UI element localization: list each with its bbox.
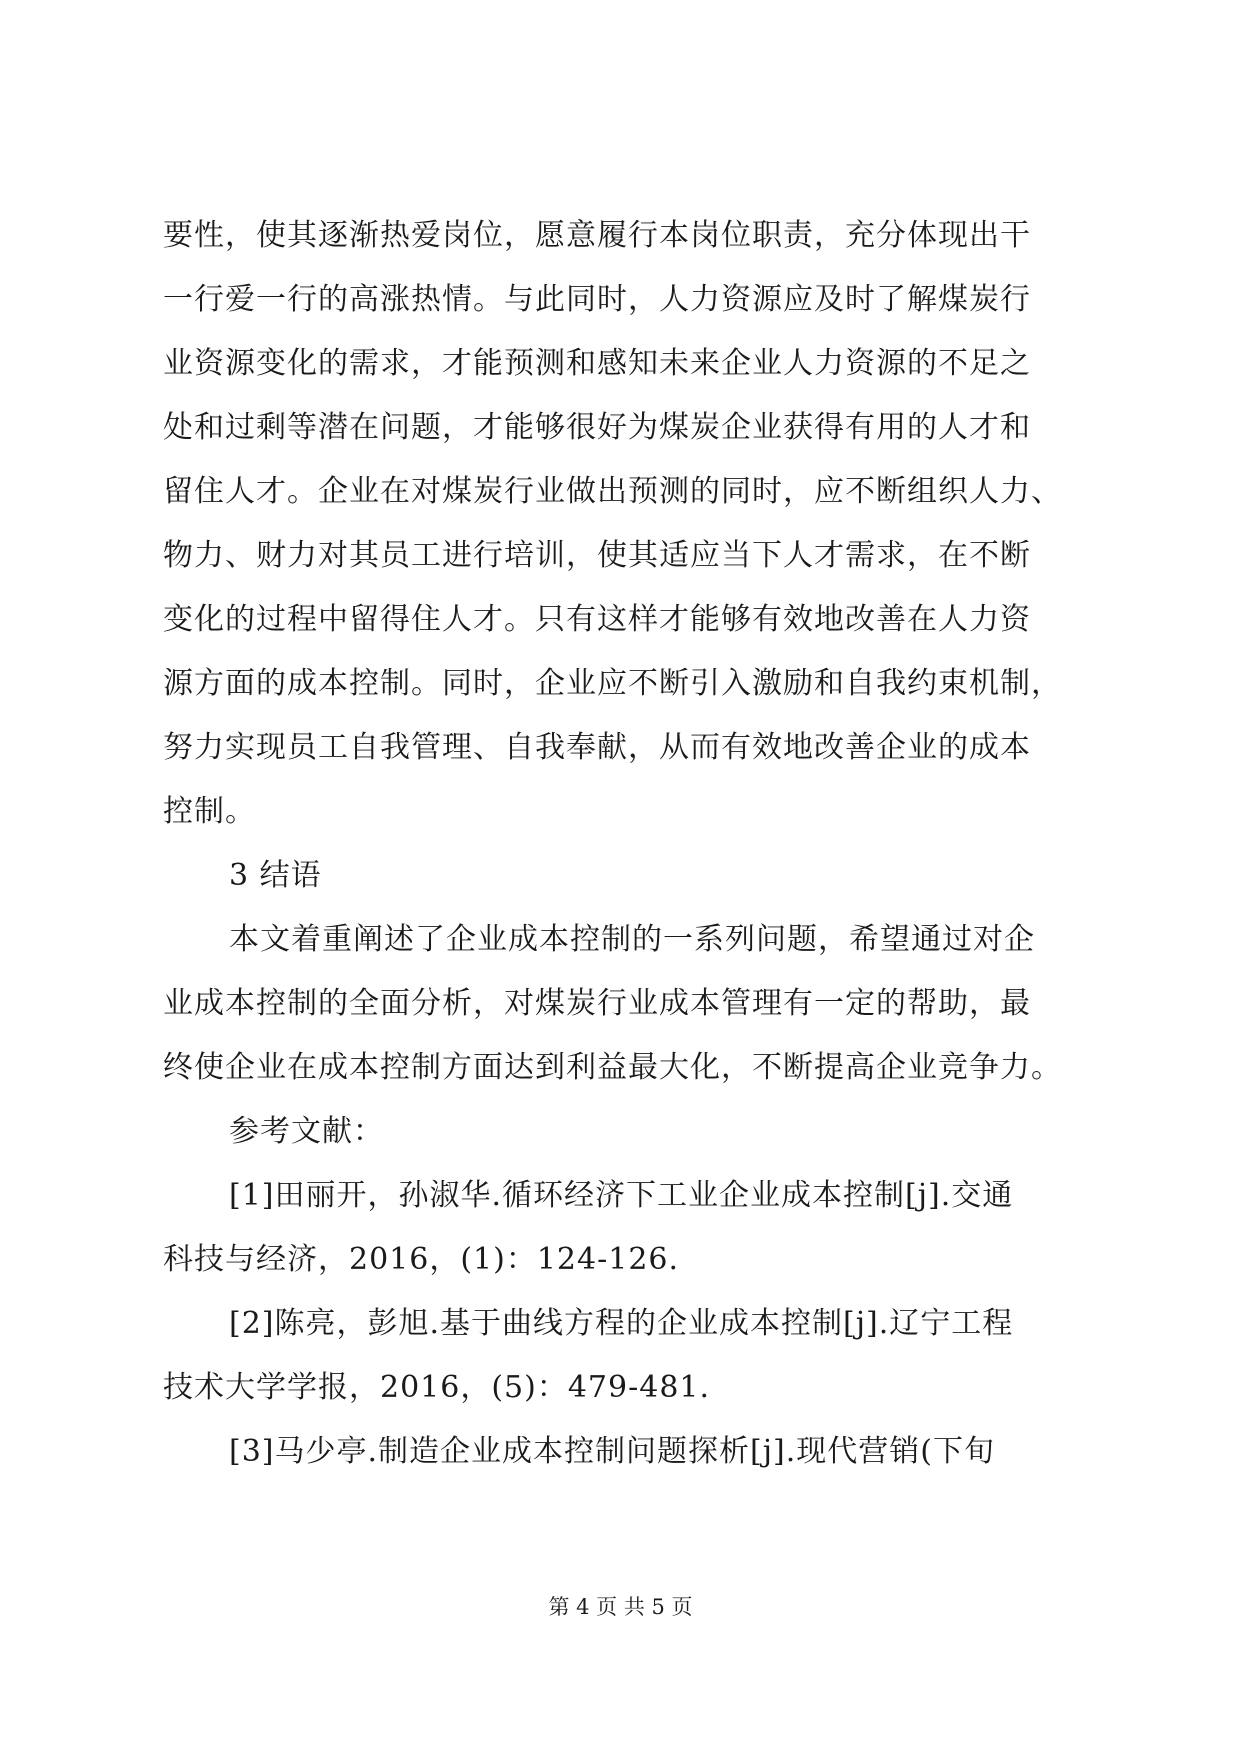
paragraph-line: 处和过剩等潜在问题，才能够很好为煤炭企业获得有用的人才和 xyxy=(163,410,1031,445)
conclusion-line: 终使企业在成本控制方面达到利益最大化，不断提高企业竞争力。 xyxy=(163,1050,1062,1085)
paragraph-line: 源方面的成本控制。同时，企业应不断引入激励和自我约束机制， xyxy=(163,666,1062,701)
paragraph-line: 物力、财力对其员工进行培训，使其适应当下人才需求，在不断 xyxy=(163,538,1031,573)
reference-item-2-continued: 技术大学学报，2016，(5)：479-481. xyxy=(163,1370,711,1405)
page-number-footer: 第 4 页 共 5 页 xyxy=(548,1595,693,1619)
paragraph-line: 一行爱一行的高涨热情。与此同时，人力资源应及时了解煤炭行 xyxy=(163,282,1031,317)
reference-item-1: [1]田丽开，孙淑华.循环经济下工业企业成本控制[j].交通 xyxy=(229,1178,1014,1213)
paragraph-line: 努力实现员工自我管理、自我奉献，从而有效地改善企业的成本 xyxy=(163,730,1031,765)
paragraph-line: 留住人才。企业在对煤炭行业做出预测的同时，应不断组织人力、 xyxy=(163,474,1062,509)
conclusion-line: 业成本控制的全面分析，对煤炭行业成本管理有一定的帮助，最 xyxy=(163,986,1031,1021)
reference-item-3: [3]马少亭.制造企业成本控制问题探析[j].现代营销(下旬 xyxy=(229,1434,995,1469)
reference-item-2: [2]陈亮，彭旭.基于曲线方程的企业成本控制[j].辽宁工程 xyxy=(229,1306,1014,1341)
section-heading: 3 结语 xyxy=(229,858,322,893)
paragraph-line: 业资源变化的需求，才能预测和感知未来企业人力资源的不足之 xyxy=(163,346,1031,381)
references-heading: 参考文献： xyxy=(229,1114,384,1149)
conclusion-line: 本文着重阐述了企业成本控制的一系列问题，希望通过对企 xyxy=(229,922,1035,957)
paragraph-line: 变化的过程中留得住人才。只有这样才能够有效地改善在人力资 xyxy=(163,602,1031,637)
paragraph-line: 要性，使其逐渐热爱岗位，愿意履行本岗位职责，充分体现出干 xyxy=(163,218,1031,253)
paragraph-line: 控制。 xyxy=(163,794,256,829)
reference-item-1-continued: 科技与经济，2016，(1)：124-126. xyxy=(163,1242,680,1277)
